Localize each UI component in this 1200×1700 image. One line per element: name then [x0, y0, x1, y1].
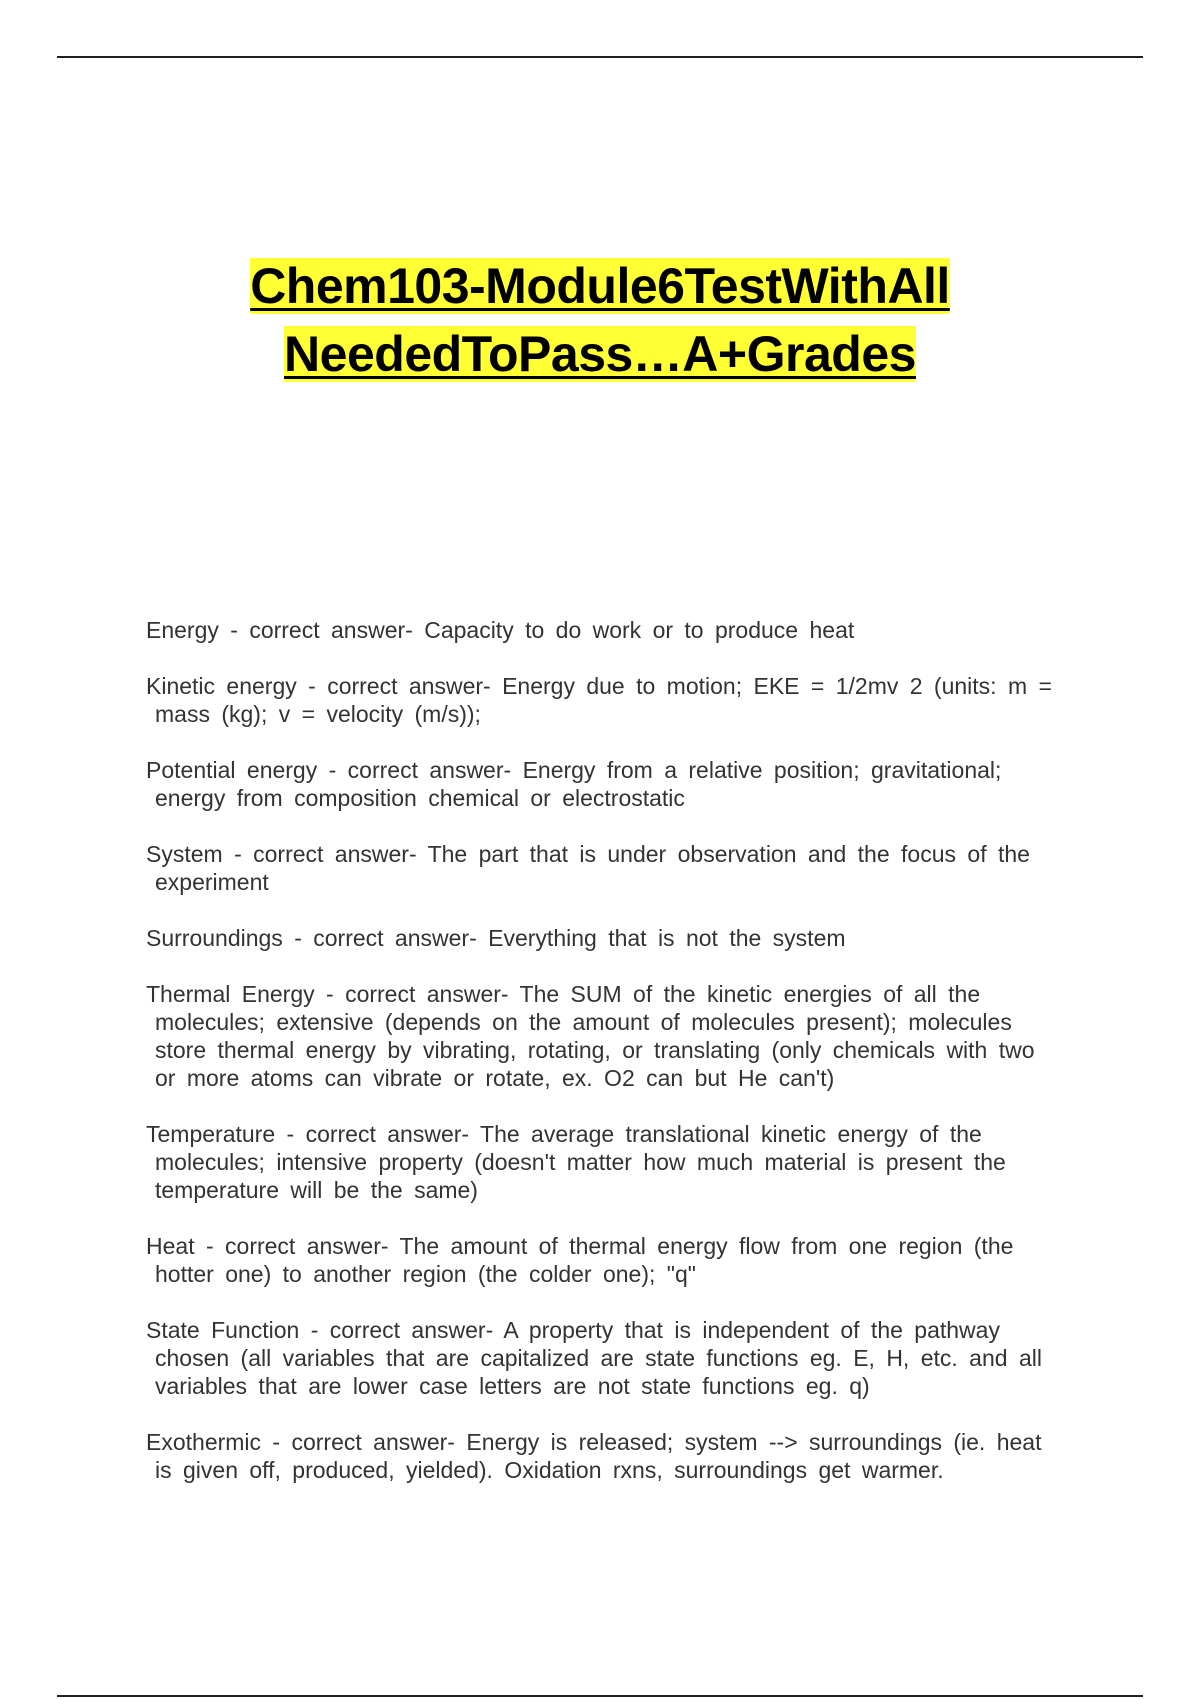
top-rule: [57, 56, 1143, 58]
term-definition: Capacity to do work or to produce heat: [424, 617, 855, 643]
term-separator: - correct answer-: [194, 1233, 400, 1259]
term-separator: - correct answer-: [275, 1121, 481, 1147]
term-definition: Energy from a relative position; gravitational; energy from composition chemical or electrostatic: [155, 757, 1002, 811]
term-temperature: [146, 1120, 1061, 1204]
term-name: Energy: [146, 617, 219, 643]
term-definition: The part that is under observation and the focus of the experiment: [155, 841, 1030, 895]
term-energy: [146, 616, 1061, 644]
term-surroundings: [146, 924, 1061, 952]
document-title: [100, 252, 1100, 388]
term-separator: - correct answer-: [282, 925, 489, 951]
term-definition: The SUM of the kinetic energies of all the molecules; extensive (depends on the amount of molecules present); molecules store thermal energy by vibrating, rotating, or translating (only chemicals with two or more atoms can vibrate or rotate, ex. O2 can but He can't): [155, 981, 1035, 1091]
term-definition: Energy due to motion; EKE = 1/2mv 2 (units: m = mass (kg); v = velocity (m/s));: [155, 673, 1052, 727]
term-name: State Function: [146, 1317, 300, 1343]
term-potential-energy: [146, 756, 1061, 812]
term-list: [146, 616, 1061, 1512]
term-separator: - correct answer-: [261, 1429, 467, 1455]
term-definition: The average translational kinetic energy of the molecules; intensive property (doesn't matter how much material is present the temperature will be the same): [155, 1121, 1006, 1203]
term-system: [146, 840, 1061, 896]
title-line-2: NeededToPass…A+Grades: [284, 326, 916, 382]
bottom-rule: [57, 1695, 1143, 1697]
term-thermal-energy: [146, 980, 1061, 1092]
term-separator: - correct answer-: [317, 757, 523, 783]
term-name: System: [146, 841, 223, 867]
term-separator: - correct answer-: [222, 841, 428, 867]
term-name: Surroundings: [146, 925, 283, 951]
term-state-function: [146, 1316, 1061, 1400]
term-separator: - correct answer-: [299, 1317, 504, 1343]
term-name: Exothermic: [146, 1429, 262, 1455]
term-heat: [146, 1232, 1061, 1288]
title-line-1: Chem103-Module6TestWithAll: [250, 258, 950, 314]
term-name: Thermal Energy: [146, 981, 315, 1007]
term-separator: - correct answer-: [296, 673, 503, 699]
term-separator: - correct answer-: [218, 617, 425, 643]
term-separator: - correct answer-: [314, 981, 520, 1007]
term-name: Temperature: [146, 1121, 276, 1147]
term-kinetic-energy: [146, 672, 1061, 728]
term-definition: The amount of thermal energy flow from one region (the hotter one) to another region (the colder one); "q": [155, 1233, 1014, 1287]
term-name: Heat: [146, 1233, 195, 1259]
term-definition: Everything that is not the system: [488, 925, 846, 951]
term-definition: A property that is independent of the pathway chosen (all variables that are capitalized are state functions eg. E, H, etc. and all variables that are lower case letters are not state functions eg. q): [155, 1317, 1042, 1399]
term-name: Kinetic energy: [146, 673, 297, 699]
term-name: Potential energy: [146, 757, 318, 783]
term-exothermic: [146, 1428, 1061, 1484]
term-definition: Energy is released; system --> surroundings (ie. heat is given off, produced, yielded). Oxidation rxns, surroundings get warmer.: [155, 1429, 1042, 1483]
